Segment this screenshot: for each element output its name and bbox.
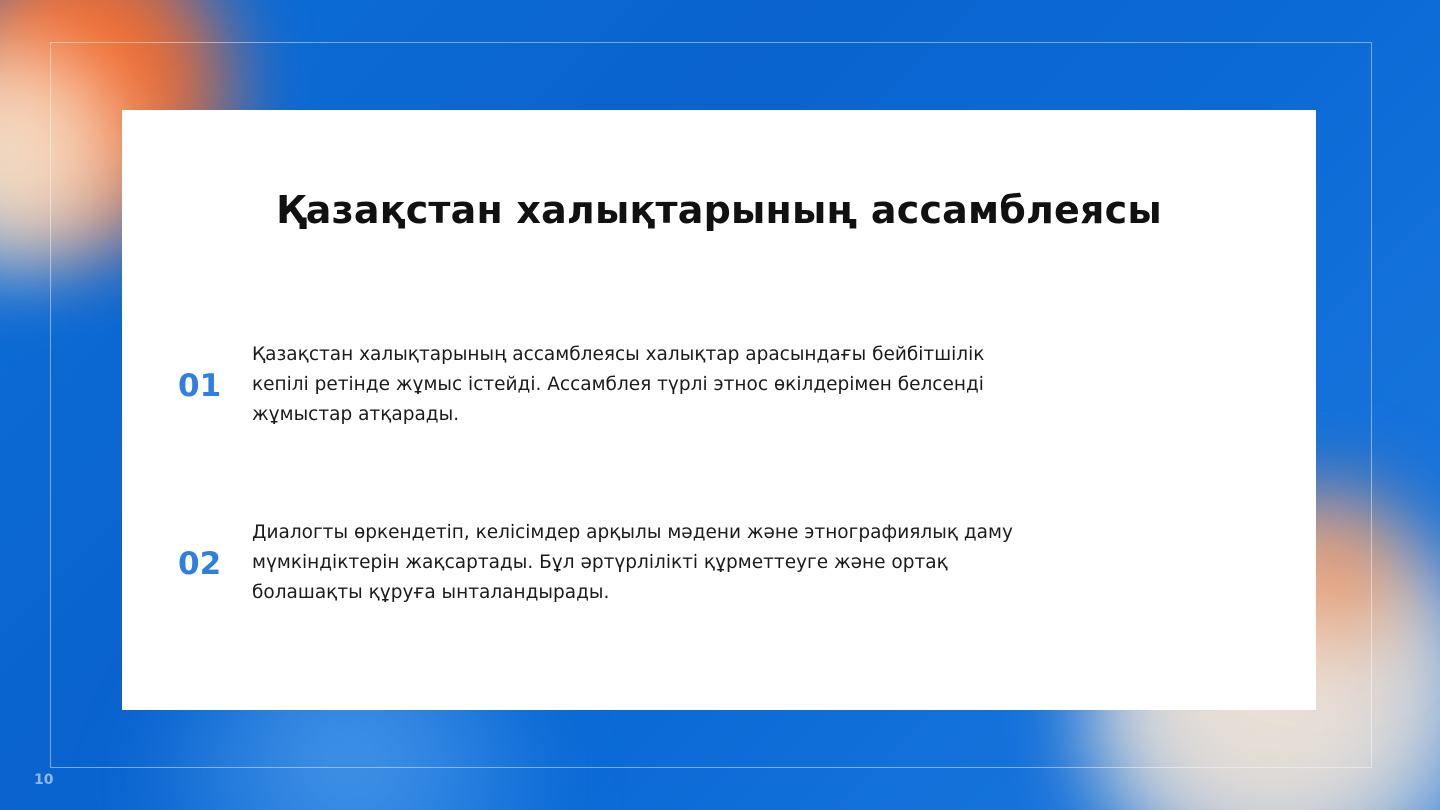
list-item-text: Диалогты өркендетіп, келісімдер арқылы мәдени және этнографиялық даму мүмкіндіктерін жақсартады. Бұл әртүрлілікті құрметтеуге және ортақ болашақты құруға ынталандырады. xyxy=(252,521,1013,603)
decorative-blob-cream-top xyxy=(0,30,140,280)
list-item xyxy=(178,518,1256,608)
list-item-number: 01 xyxy=(178,368,222,404)
list-item-text: Қазақстан халықтарының ассамблеясы халықтар арасындағы бейбітшілік кепілі ретінде жұмыс істейді. Ассамблея түрлі этнос өкілдерімен белсенді жұмыстар атқарады. xyxy=(252,344,985,425)
list-item xyxy=(178,340,1256,430)
page-title: Қазақстан халықтарының ассамблеясы xyxy=(276,188,1162,232)
content-card xyxy=(122,110,1316,710)
list-item-number: 02 xyxy=(178,545,222,582)
page-number: 10 xyxy=(34,772,54,788)
numbered-list xyxy=(178,340,1256,608)
